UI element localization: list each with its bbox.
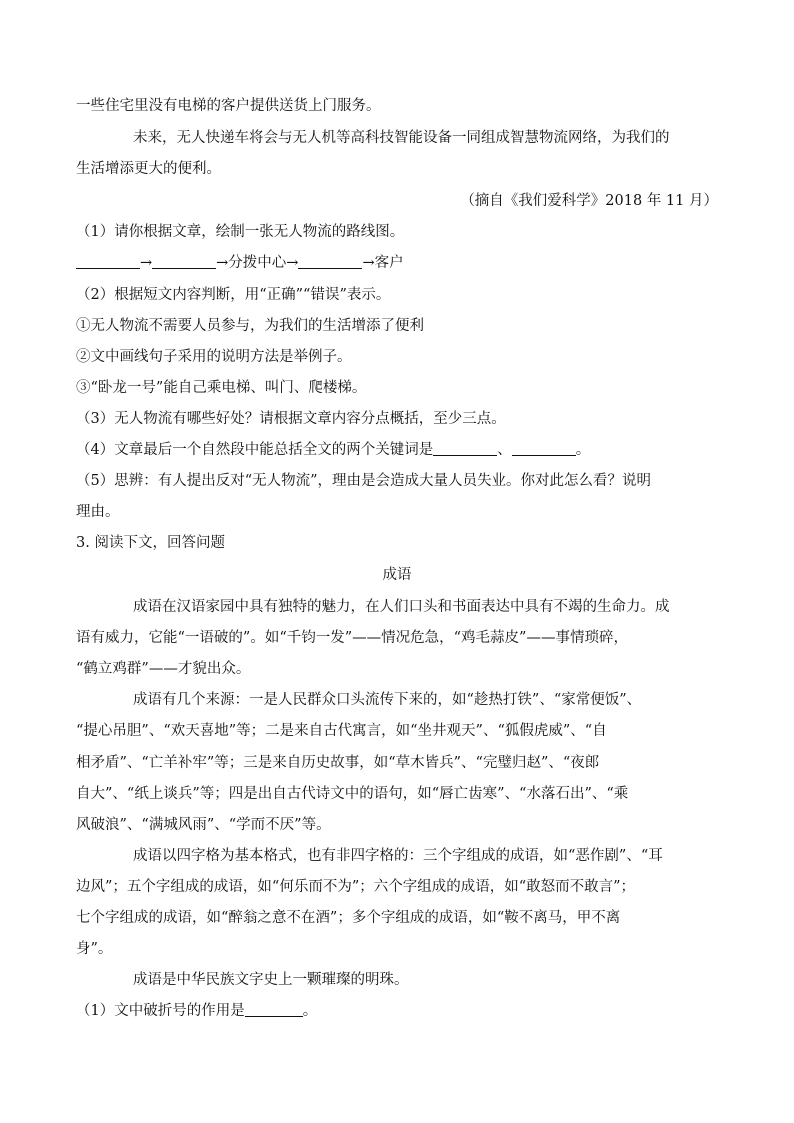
question-5-line2: 理由。 — [76, 504, 120, 520]
dash-function-blank[interactable] — [245, 1002, 303, 1017]
paragraph-2-line5: 风破浪”、“满城风雨”、“学而不厌”等。 — [76, 817, 331, 833]
question-4 — [76, 440, 726, 460]
question-1: （1）请你根据文章，绘制一张无人物流的路线图。 — [76, 224, 405, 240]
keyword-blank-2[interactable] — [512, 441, 576, 456]
paragraph-2-line1: 成语有几个来源：一是人民群众口头流传下来的，如“趁热打铁”、“家常便饭”、 — [133, 692, 642, 708]
paragraph-future-line2: 生活增添更大的便利。 — [76, 161, 221, 177]
paragraph-3-line2: 边风”；五个字组成的成语，如“何乐而不为”；六个字组成的成语，如“敢怒而不敢言”； — [76, 879, 636, 895]
paragraph-4: 成语是中华民族文字史上一颗璀璨的明珠。 — [133, 972, 409, 988]
question-5-line1: （5）思辨：有人提出反对“无人物流”，理由是会造成大量人员失业。你对此怎么看？说明 — [76, 473, 652, 489]
question-4-end: 。 — [575, 442, 591, 458]
question-2-item-3: ③“卧龙一号”能自己乘电梯、叫门、爬楼梯。 — [76, 380, 367, 396]
section-3-question-1-end: 。 — [302, 1003, 318, 1019]
section-3-question-1-text: （1）文中破折号的作用是 — [76, 1003, 245, 1019]
paragraph-1-line1: 成语在汉语家园中具有独特的魅力，在人们口头和书面表达中具有不竭的生命力。成 — [133, 599, 670, 615]
question-2-item-1: ①无人物流不需要人员参与，为我们的生活增添了便利 — [76, 318, 424, 334]
paragraph-3-line4: 身”。 — [76, 941, 113, 957]
article-title: 成语 — [382, 567, 412, 583]
route-blank-3[interactable] — [298, 254, 362, 269]
route-diagram — [76, 253, 726, 273]
paragraph-2-line4: 自大”、“纸上谈兵”等；四是出自古代诗文中的语句，如“唇亡齿寒”、“水落石出”、“乘 — [76, 786, 629, 802]
route-arrow-customer: →客户 — [362, 255, 404, 271]
section-3-question-1 — [76, 1001, 726, 1021]
keyword-blank-1[interactable] — [433, 441, 497, 456]
paragraph-1-line2: 语有威力，它能“一语破的”。如“千钧一发”——情况危急，“鸡毛蒜皮”——事情琐碎， — [76, 630, 628, 646]
paragraph-1-line3: “鹤立鸡群”——才貌出众。 — [76, 661, 251, 677]
paragraph-3-line3: 七个字组成的成语，如“醉翁之意不在酒”；多个字组成的成语，如“鞍不离马，甲不离 — [76, 910, 621, 926]
question-4-sep: 、 — [497, 442, 512, 458]
route-arrow-1: → — [140, 255, 153, 271]
route-blank-2[interactable] — [152, 254, 216, 269]
question-4-text: （4）文章最后一个自然段中能总括全文的两个关键词是 — [76, 442, 434, 458]
paragraph-future-line1: 未来，无人快递车将会与无人机等高科技智能设备一同组成智慧物流网络，为我们的 — [133, 130, 670, 146]
paragraph-3-line1: 成语以四字格为基本格式，也有非四字格的：三个字组成的成语，如“恶作剧”、“耳 — [133, 848, 663, 864]
route-arrow-sorting-center: →分拨中心→ — [216, 255, 299, 271]
question-3: （3）无人物流有哪些好处？请根据文章内容分点概括，至少三点。 — [76, 411, 506, 427]
question-2: （2）根据短文内容判断，用“正确”“错误”表示。 — [76, 287, 391, 303]
source-citation: （摘自《我们爱科学》2018 年 11 月） — [460, 193, 718, 209]
paragraph-2-line3: 相矛盾”、“亡羊补牢”等；三是来自历史故事，如“草木皆兵”、“完璧归赵”、“夜郎 — [76, 755, 600, 771]
section-3-header: 3. 阅读下文，回答问题 — [76, 535, 225, 551]
route-blank-1[interactable] — [76, 254, 140, 269]
article-tail-line: 一些住宅里没有电梯的客户提供送货上门服务。 — [76, 98, 381, 114]
paragraph-2-line2: “提心吊胆”、“欢天喜地”等；二是来自古代寓言，如“坐井观天”、“狐假虎威”、“自 — [76, 723, 607, 739]
question-2-item-2: ②文中画线句子采用的说明方法是举例子。 — [76, 349, 352, 365]
